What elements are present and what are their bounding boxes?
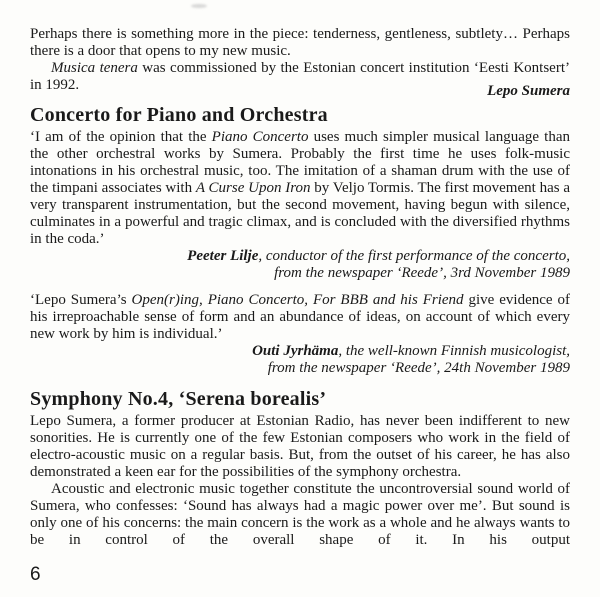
section-heading: Symphony No.4, ‘Serena borealis’ <box>30 388 327 410</box>
text-segment: Acoustic and electronic music together constitute the uncontroversial sound world of Sumera, who confesses: ‘Sound has always had a magic power over me’. But sound is only one of his concerns: the main concern is the work as a whole and he always wants to be in control of the overall shape of it. In his output <box>30 481 570 548</box>
paragraph <box>30 26 570 60</box>
section-heading: Concerto for Piano and Orchestra <box>30 104 328 126</box>
text-segment: by Veljo Tormis. The first movement has a very transparent instrumentation, but the second movement, having begun with silence, culminates in a powerful and tragic climax, and is concluded with the diversified rhythms in the coda.’ <box>30 180 570 247</box>
text-segment: Outi Jyrhäma <box>252 343 339 359</box>
text-segment: Lepo Sumera <box>487 83 570 99</box>
text-segment: , conductor of the first performance of the concerto, <box>258 248 570 264</box>
attribution-line <box>30 360 570 377</box>
paragraph <box>30 129 570 248</box>
quote-attribution <box>30 248 570 282</box>
text-segment: For BBB and his Friend <box>312 292 464 308</box>
text-segment: ‘Lepo Sumera’s <box>30 292 132 308</box>
attribution-line <box>30 343 570 360</box>
text-segment: Peeter Lilje <box>187 248 259 264</box>
quote-attribution <box>30 343 570 377</box>
paragraph <box>30 292 570 343</box>
text-segment: Lepo Sumera, a former producer at Estonian Radio, has never been indifferent to new sonorities. He is currently one of the few Estonian composers who work in the field of electro-acoustic music on a regular basis. But, from the outset of his career, he has also demonstrated a keen ear for the possibilities of the symphony orchestra. <box>30 413 570 480</box>
attribution-line <box>30 265 570 282</box>
text-segment: uses much simpler musical language than the other orchestral works by Sumera. Probably the first time he uses folk-music intonations in his orchestral music, too. The imitation of a shaman drum with the use of the timpani associates with <box>30 129 570 196</box>
text-segment: from the newspaper ‘Reede’, 24th November 1989 <box>267 360 570 376</box>
text-segment: give evidence of his irreproachable sense of form and an abundance of ideas, on account of which every new work by him is individual.’ <box>30 292 570 342</box>
page-content <box>30 26 570 549</box>
author-signature <box>30 83 570 100</box>
text-segment: Piano Concerto <box>211 129 309 145</box>
text-segment: from the newspaper ‘Reede’, 3rd November 1989 <box>274 265 570 281</box>
paragraph <box>30 481 570 549</box>
text-segment: was commissioned by the Estonian concert institution ‘Eesti Kontsert’ in 1992. <box>30 60 570 93</box>
text-segment: A Curse Upon Iron <box>195 180 311 196</box>
text-segment: Perhaps there is something more in the piece: tenderness, gentleness, subtlety… Perhaps there is a door that opens to my new music. <box>30 26 570 59</box>
text-segment: Piano Concerto, <box>207 292 309 308</box>
text-segment: ‘I am of the opinion that the <box>30 129 212 145</box>
page-number: 6 <box>30 564 41 585</box>
attribution-line <box>30 248 570 265</box>
text-segment: Open(r)ing, <box>131 292 203 308</box>
text-segment: , the well-known Finnish musicologist, <box>338 343 570 359</box>
paragraph <box>30 413 570 481</box>
text-segment: Musica tenera <box>51 60 138 76</box>
scan-smudge <box>191 4 207 8</box>
